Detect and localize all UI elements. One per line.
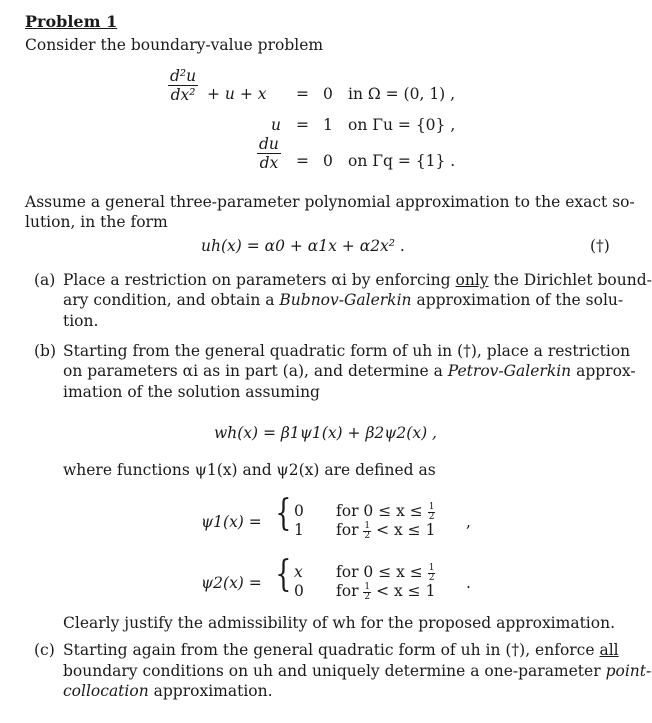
part-c-all-emphasis: all (599, 641, 619, 659)
bvp-eq3-equals: = (296, 152, 309, 170)
problem-intro: Consider the boundary-value problem (25, 36, 324, 54)
part-c-line-2 (63, 661, 651, 681)
bvp-eq2-rhs: 1 (323, 116, 333, 134)
part-a-only-emphasis: only (455, 271, 489, 289)
psi2-lhs: ψ2(x) = (201, 574, 262, 592)
psi1-cond-2-for: for (336, 521, 359, 539)
psi1-cond-2-half-den: 2 (364, 530, 371, 541)
approx-equation: uh(x) = α0 + α1x + α2x² . (201, 237, 405, 255)
bvp-eq1-numerator: d²u (170, 67, 197, 85)
psi1-tail: , (466, 513, 471, 531)
part-a-line-1-pre: Place a restriction on parameters αi by enforcing (63, 271, 451, 289)
psi2-cond-2-half-num: 1 (364, 581, 371, 592)
part-a-line-2-pre: ary condition, and obtain a (63, 291, 275, 309)
part-b-label: (b) (34, 342, 57, 360)
psi1-cond-1-half-num: 1 (428, 501, 435, 512)
part-b-line-1: Starting from the general quadratic form of uh in (†), place a restriction (63, 342, 631, 360)
part-c-line-2-text: boundary conditions on uh and uniquely determine a one-parameter (63, 662, 601, 680)
part-c-point-emphasis: point- (605, 662, 652, 680)
psi2-cond-2-for: for (336, 582, 359, 600)
psi1-cond-1-text: for 0 ≤ x ≤ (336, 502, 423, 520)
bvp-eq3-numerator: du (259, 135, 279, 153)
psi1-cond-2 (336, 520, 435, 541)
part-b-line-2 (63, 361, 636, 381)
where-functions-line: where functions ψ1(x) and ψ2(x) are defined as (63, 461, 436, 479)
psi2-cond-1-text: for 0 ≤ x ≤ (336, 563, 423, 581)
part-c-line-1 (63, 640, 619, 660)
part-c-line-1-pre: Starting again from the general quadratic form of uh in (†), enforce (63, 641, 595, 659)
part-a-line-1 (63, 270, 652, 290)
bvp-eq1-denominator: dx² (170, 86, 196, 104)
bvp-eq1-rest: + u + x (207, 85, 267, 103)
psi2-brace: { (275, 554, 292, 595)
assume-line-2: lution, in the form (25, 213, 168, 231)
psi1-cond-1-half-den: 2 (428, 511, 435, 522)
part-b-line-2-post: approx- (576, 362, 636, 380)
bvp-eq1-equals: = (296, 85, 309, 103)
bvp-eq3-fraction (257, 135, 281, 172)
psi1-cond-2-half-num: 1 (364, 520, 371, 531)
psi2-cond-1-half-num: 1 (428, 562, 435, 573)
part-a-line-2-post: approximation of the solu- (416, 291, 624, 309)
assume-line-1: Assume a general three-parameter polynomial approximation to the exact so- (25, 193, 635, 211)
bvp-eq2-equals: = (296, 116, 309, 134)
psi1-brace: { (275, 493, 292, 534)
psi1-value-1: 0 (294, 502, 304, 520)
part-c-label: (c) (34, 641, 55, 659)
part-b-line-2-pre: on parameters αi as in part (a), and determine a (63, 362, 443, 380)
part-c-collocation-emphasis: collocation (63, 682, 149, 700)
psi1-cond-1 (336, 501, 435, 522)
psi2-cond-2-half-den: 2 (364, 591, 371, 602)
part-a-line-3: tion. (63, 312, 99, 330)
equation-tag: (†) (590, 237, 610, 255)
psi2-cond-1 (336, 562, 435, 583)
part-a-bubnov-galerkin: Bubnov-Galerkin (279, 291, 412, 309)
psi2-cond-2-text: < x ≤ 1 (376, 582, 436, 600)
problem-title: Problem 1 (25, 12, 118, 31)
psi1-cond-2-text: < x ≤ 1 (376, 521, 436, 539)
bvp-eq1-rhs: 0 (323, 85, 333, 103)
bvp-eq1-fraction (168, 67, 198, 104)
bvp-eq3-denominator: dx (259, 154, 279, 172)
bvp-eq2-lhs: u (271, 116, 281, 134)
psi2-value-1: x (294, 563, 303, 581)
bvp-eq3-condition: on Γq = {1} . (348, 152, 456, 170)
psi1-value-2: 1 (294, 521, 304, 539)
psi2-cond-2 (336, 581, 435, 602)
bvp-eq1-condition: in Ω = (0, 1) , (348, 85, 456, 103)
part-c-line-3 (63, 681, 273, 701)
psi2-value-2: 0 (294, 582, 304, 600)
part-a-line-2 (63, 290, 623, 310)
part-a-label: (a) (34, 271, 56, 289)
bvp-eq2-condition: on Γu = {0} , (348, 116, 456, 134)
part-c-line-3-post: approximation. (153, 682, 273, 700)
psi2-tail: . (466, 574, 471, 592)
psi2-cond-1-half-den: 2 (428, 572, 435, 583)
part-b-line-3: imation of the solution assuming (63, 383, 320, 401)
wh-equation: wh(x) = β1ψ1(x) + β2ψ2(x) , (214, 424, 437, 442)
part-a-line-1-post: the Dirichlet bound- (493, 271, 652, 289)
part-b-petrov-galerkin: Petrov-Galerkin (447, 362, 572, 380)
part-b-justify: Clearly justify the admissibility of wh for the proposed approximation. (63, 614, 616, 632)
psi1-lhs: ψ1(x) = (201, 513, 262, 531)
bvp-eq3-rhs: 0 (323, 152, 333, 170)
